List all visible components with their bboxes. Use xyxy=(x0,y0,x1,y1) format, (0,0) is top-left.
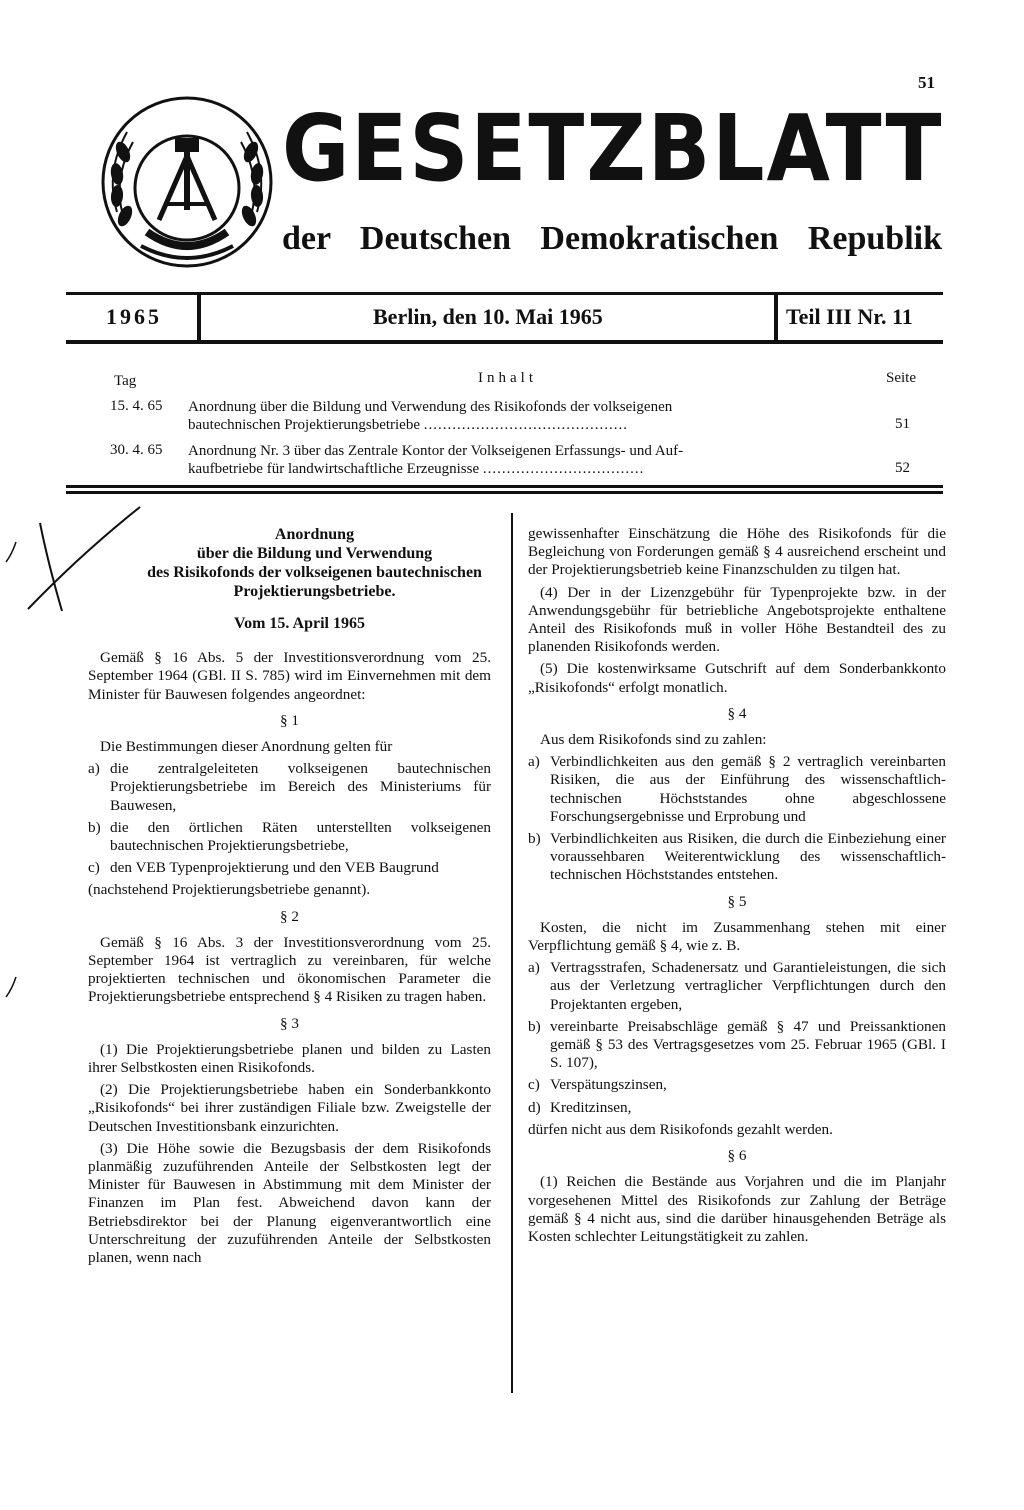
issue-bar xyxy=(66,292,943,344)
toc-heading: Inhalt xyxy=(478,370,537,386)
issue-date: Berlin, den 10. Mai 1965 xyxy=(373,304,603,329)
toc-entry-date: 15. 4. 65 xyxy=(110,398,163,414)
list-item: c) den VEB Typenprojektierung und den VEB Baugrund xyxy=(88,859,439,877)
gdr-coat-of-arms-icon xyxy=(97,92,277,272)
paragraph: (4) Der in der Lizenzgebühr für Typenprojekte bzw. in der Anwendungsgebühr für betriebliche Angebotsprojekte enthaltene Anteil des Risikofonds muß in voller Höhe Bestandteil des zu planenden Risikofonds werden. xyxy=(528,583,946,656)
issue-part: Teil III Nr. 11 xyxy=(786,304,913,329)
paragraph: (3) Die Höhe sowie die Bezugsbasis der dem Risikofonds planmäßig zuzuführenden Anteile der Selbstkosten legt der Minister für Bauwesen in Abstimmung mit dem Minister der Finanzen im Plan fest. Abweichend davon kann der Betriebsdirektor bei der Planung eigenverantwortlich eine Unterschreitung der zuzuführenden Anteile der Selbstkosten planen, wenn nach xyxy=(88,1139,491,1267)
paragraph: Gemäß § 16 Abs. 3 der Investitionsverordnung vom 25. September 1964 ist vertraglich zu vereinbaren, für welche projektierten technischen und ökonomischen Parameter die Projektierungsbetriebe entsprechend § 4 Risiken zu tragen haben. xyxy=(88,933,491,1006)
toc-entry-page: 52 xyxy=(895,460,910,476)
section-heading: § 1 xyxy=(280,711,299,729)
toc-page-header: Seite xyxy=(886,370,916,386)
section-rule xyxy=(66,485,943,494)
paragraph: (nachstehend Projektierungsbetriebe genannt). xyxy=(88,881,371,899)
list-item: b) die den örtlichen Räten unterstellten volkseigenen bautechnischen Projektierungsbetriebe, xyxy=(88,818,491,855)
toc-entry xyxy=(110,442,920,480)
section-heading: § 3 xyxy=(280,1014,299,1032)
section-heading: § 6 xyxy=(727,1147,747,1165)
toc-entry-date: 30. 4. 65 xyxy=(110,442,163,458)
paragraph: (1) Reichen die Bestände aus Vorjahren und die im Planjahr vorgesehenen Mittel des Risikofonds zur Zahlung der Beträge gemäß § 4 nicht aus, sind die darüber hinausgehenden Beträge als Kosten schlechter Leitungstätigkeit zu zahlen. xyxy=(528,1173,946,1245)
paragraph: Aus dem Risikofonds sind zu zahlen: xyxy=(540,731,767,749)
section-heading: § 2 xyxy=(280,907,299,925)
paragraph: (5) Die kostenwirksame Gutschrift auf dem Sonderbankkonto „Risikofonds“ erfolgt monatlich. xyxy=(528,660,946,696)
list-item: a) Verbindlichkeiten aus den gemäß § 2 vertraglich vereinbarten Risiken, die aus der Einführung des wissenschaftlich-technischen Höchststandes ohne abgeschlossene Forschungsergebnisse und Erprobung und xyxy=(528,753,946,825)
issue-year: 1965 xyxy=(106,304,162,329)
paragraph: gewissenhafter Einschätzung die Höhe des Risikofonds für die Begleichung von Forderungen gemäß § 4 ausreichend erscheint und der Projektierungsbetrieb keine Finanzschulden zu tilgen hat. xyxy=(528,525,946,579)
column-divider xyxy=(511,513,513,1393)
paragraph: Die Bestimmungen dieser Anordnung gelten für xyxy=(100,738,393,756)
article-date: Vom 15. April 1965 xyxy=(234,615,365,632)
section-heading: § 4 xyxy=(727,704,747,722)
toc-entry-title: Anordnung Nr. 3 über das Zentrale Kontor der Volkseigenen Erfassungs- und Auf- kaufbetriebe für landwirtschaftliche Erzeugnisse .................................. xyxy=(188,443,684,477)
toc-date-header: Tag xyxy=(114,373,137,389)
toc-entry xyxy=(110,398,920,436)
section-heading: § 5 xyxy=(727,892,747,910)
article-preamble: Gemäß § 16 Abs. 5 der Investitionsverordnung vom 25. September 1964 (GBl. II S. 785) wird im Einvernehmen mit dem Minister für Bauwesen folgendes angeordnet: xyxy=(88,649,491,703)
page-number: 51 xyxy=(918,73,935,92)
margin-tick-mark xyxy=(4,975,18,999)
toc-entry-title: Anordnung über die Bildung und Verwendung des Risikofonds der volkseigenen bautechnischen Projektierungsbetriebe ........................................... xyxy=(188,399,673,433)
article-title: Anordnung über die Bildung und Verwendung des Risikofonds der volkseigenen bautechnischen Projektierungsbetriebe. xyxy=(147,526,482,600)
list-item: c) Verspätungszinsen, xyxy=(528,1076,667,1094)
list-item: d) Kreditzinsen, xyxy=(528,1098,632,1116)
margin-tick-mark xyxy=(4,540,18,564)
left-column xyxy=(88,525,491,1271)
paragraph: Kosten, die nicht im Zusammenhang stehen mit einer Verpflichtung gemäß § 4, wie z. B. xyxy=(528,918,946,955)
paragraph: dürfen nicht aus dem Risikofonds gezahlt werden. xyxy=(528,1120,833,1138)
masthead-subtitle: der Deutschen Demokratischen Republik xyxy=(282,220,942,257)
paragraph: (2) Die Projektierungsbetriebe haben ein Sonderbankkonto „Risikofonds“ bei ihrer zuständigen Filiale bzw. Zweigstelle der Deutschen Investitionsbank einzurichten. xyxy=(88,1081,491,1135)
toc-entry-page: 51 xyxy=(895,416,910,432)
right-column xyxy=(528,525,946,1250)
list-item: b) Verbindlichkeiten aus Risiken, die durch die Einbeziehung einer voraussehbaren Weiterentwicklung des wissenschaftlich-technischen Höchststandes entstehen. xyxy=(528,830,946,884)
list-item: a) Vertragsstrafen, Schadenersatz und Garantieleistungen, die sich aus der Verletzung vertraglicher Verpflichtungen durch den Projektanten ergeben, xyxy=(528,959,946,1013)
list-item: b) vereinbarte Preisabschläge gemäß § 47 und Preissanktionen gemäß § 53 des Vertragsgesetzes vom 25. Februar 1965 (GBl. I S. 107), xyxy=(528,1017,946,1072)
paragraph: (1) Die Projektierungsbetriebe planen und bilden zu Lasten ihrer Selbstkosten einen Risikofonds. xyxy=(88,1040,491,1077)
list-item: a) die zentralgeleiteten volkseigenen bautechnischen Projektierungsbetriebe im Bereich des Ministeriums für Bauwesen, xyxy=(88,760,491,814)
masthead-title: GESETZBLATT xyxy=(282,96,944,203)
table-of-contents xyxy=(110,368,920,480)
